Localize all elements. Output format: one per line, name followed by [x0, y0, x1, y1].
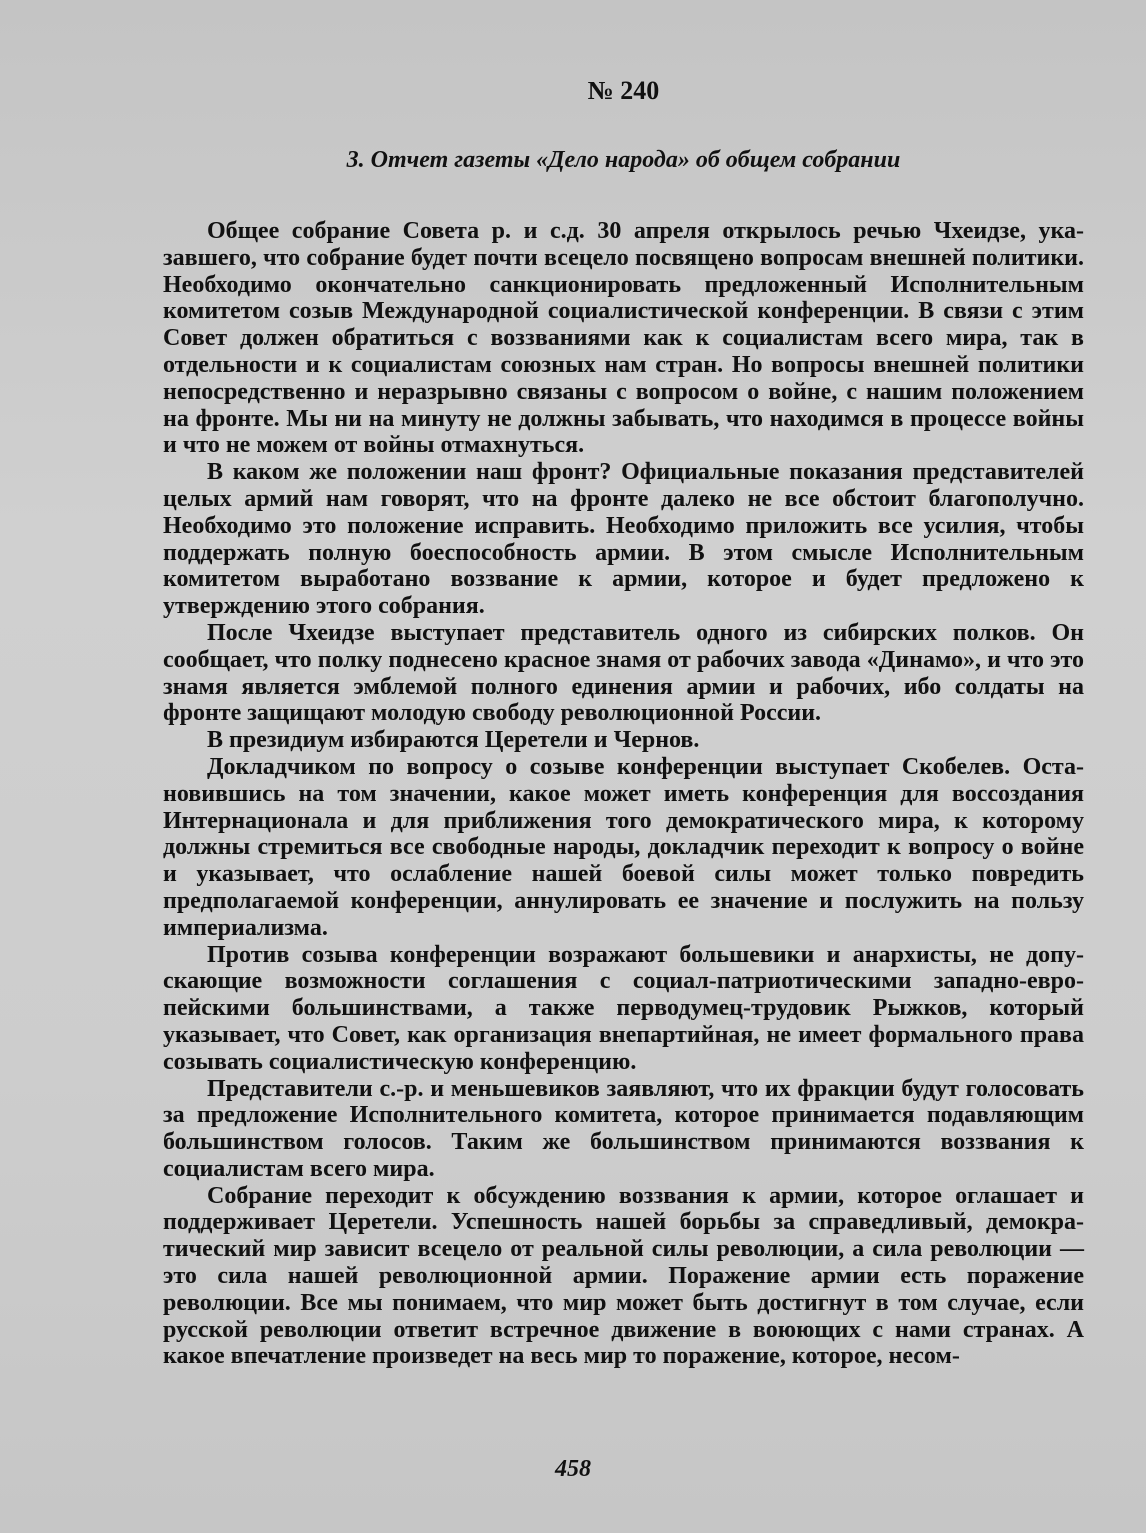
paragraph: Докладчиком по вопросу о созыве конференции выступает Скобелев. Остановившись на том значении, какое может иметь конференция для воссоздания Интернационала и для приближения того демократического мира, к которому должны стремиться все свободные народы, докладчик переходит к вопросу о войне и указывает, что ослабление нашей боевой силы может только повредить предполагаемой конференции, аннулировать ее значение и послужить на пользу империализма.: [163, 753, 1084, 941]
document-number: № 240: [587, 76, 660, 105]
paragraph: В каком же положении наш фронт? Официальные показания представителей целых армий нам говорят, что на фронте далеко не все обстоит благополучно. Необходимо это положение исправить. Необходимо приложить все усилия, чтобы поддержать полную боеспособность армии. В этом смысле Исполнительным комитетом выработано воззвание к армии, которое и будет предложено к утверждению этого собрания.: [163, 459, 1084, 620]
paragraph: Против созыва конференции возражают большевики и анархисты, не допускающие возможности соглашения с социал-патриотическими западно-европейскими большинствами, а также перводумец-трудовик Рыжков, который указывает, что Совет, как организация внепартийная, не имеет формального права созывать социалистическую конференцию.: [163, 941, 1084, 1075]
section-title: 3. Отчет газеты «Дело народа» об общем собрании: [346, 147, 901, 173]
paragraph: После Чхеидзе выступает представитель одного из сибирских полков. Он сообщает, что полку поднесено красное знамя от рабочих завода «Динамо», и что это знамя является эмблемой полного единения армии и рабочих, ибо солдаты на фронте защищают молодую свободу революционной России.: [163, 619, 1084, 727]
page-number: 458: [555, 1456, 591, 1482]
paragraph: Представители с.-р. и меньшевиков заявляют, что их фракции будут голосовать за предложение Исполнительного комитета, которое принимается подавляющим большинством голосов. Таким же большинством принимаются воззвания к социалистам всего мира.: [163, 1075, 1084, 1182]
paragraph: Собрание переходит к обсуждению воззвания к армии, которое оглашает и поддерживает Церетели. Успешность нашей борьбы за справедливый, демократический мир зависит всецело от реальной силы революции, а сила революции — это сила нашей революционной армии. Поражение армии есть поражение революции. Все мы понимаем, что мир может быть достигнут в том случае, если русской революции ответит встречное движение в воюющих с нами странах. А какое впечатление произведет на весь мир то поражение, которое, несом-: [163, 1182, 1084, 1370]
body-text: [163, 218, 1084, 1370]
paragraph: Общее собрание Совета р. и с.д. 30 апреля открылось речью Чхеидзе, указавшего, что собрание будет почти всецело посвящено вопросам внешней политики. Необходимо окончательно санкционировать предложенный Исполнительным комитетом созыв Международной социалистической конференции. В связи с этим Совет должен обратиться с воззваниями как к социалистам всего мира, так в отдельности и к социалистам союзных нам стран. Но вопросы внешней политики непосредственно и неразрывно связаны с вопросом о войне, с нашим положением на фронте. Мы ни на минуту не должны забывать, что находимся в процессе войны и что не можем от войны отмахнуться.: [163, 218, 1084, 459]
paragraph: В президиум избираются Церетели и Чернов.: [207, 727, 700, 754]
